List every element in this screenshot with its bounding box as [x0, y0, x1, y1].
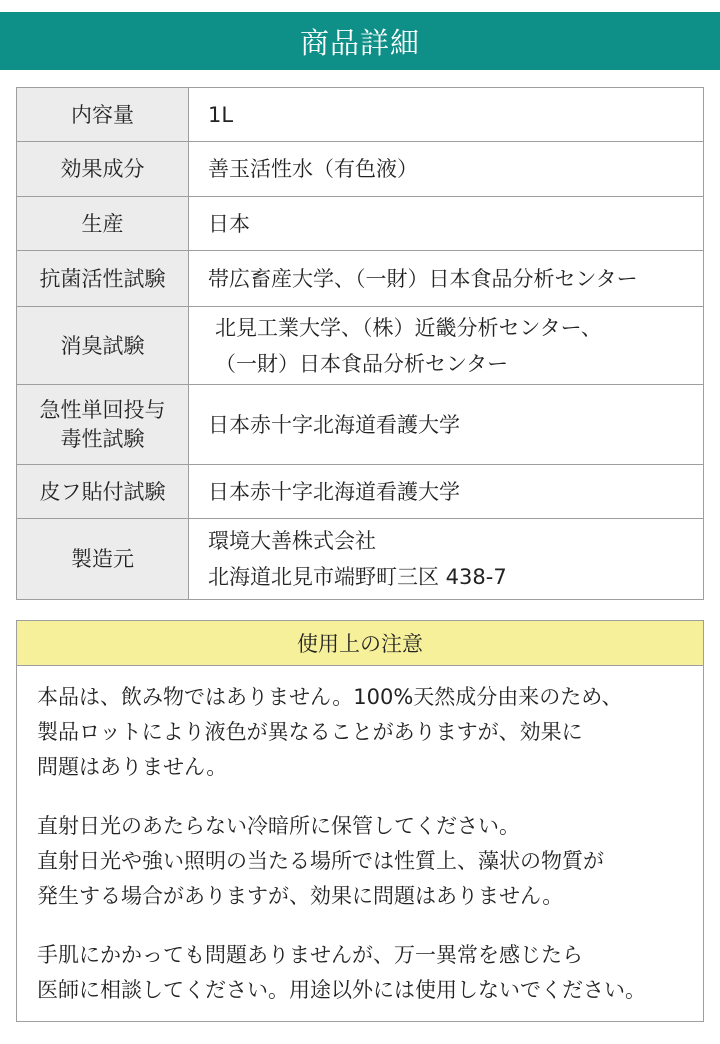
spec-value-line: 日本赤十字北海道看護大学	[208, 412, 460, 437]
spec-label	[17, 197, 189, 251]
spec-label	[17, 251, 189, 307]
notice-body	[17, 666, 703, 1008]
spec-row	[17, 519, 704, 600]
spec-value	[189, 307, 704, 385]
spec-label-line: 製造元	[71, 547, 134, 571]
notice-line: 製品ロットにより液色が異なることがありますが、効果に	[37, 720, 583, 744]
spec-value-line: 北海道北見市端野町三区 438-7	[208, 565, 507, 589]
notice-line: 手肌にかかっても問題ありませんが、万一異常を感じたら	[37, 943, 583, 967]
spec-label-line: 消臭試験	[60, 333, 145, 358]
spec-label	[17, 385, 189, 465]
spec-value	[189, 385, 704, 465]
spec-label-line: 毒性試験	[60, 426, 145, 451]
spec-row	[17, 88, 704, 142]
notice-line: 本品は、飲み物ではありません。100%天然成分由来のため、	[37, 685, 623, 709]
spec-value	[189, 519, 704, 600]
spec-row	[17, 142, 704, 197]
spec-value-line: 環境大善株式会社	[208, 529, 376, 553]
spec-label-line: 抗菌活性試験	[39, 266, 166, 291]
product-spec-table	[16, 87, 704, 600]
spec-label	[17, 465, 189, 519]
notice-line: 発生する場合がありますが、効果に問題はありません。	[37, 884, 564, 908]
spec-label	[17, 142, 189, 197]
section-title: 商品詳細	[299, 25, 420, 60]
spec-value-line: 善玉活性水（有色液）	[208, 157, 418, 181]
notice-paragraph	[37, 938, 703, 1008]
spec-value	[189, 142, 704, 197]
notice-paragraph	[37, 809, 703, 914]
spec-value-line: 北見工業大学、（株）近畿分析センター、	[215, 315, 602, 340]
spec-value	[189, 197, 704, 251]
spec-row	[17, 307, 704, 385]
spec-value	[189, 465, 704, 519]
spec-row	[17, 465, 704, 519]
notice-title: 使用上の注意	[297, 632, 423, 656]
spec-label-line: 急性単回投与	[39, 397, 166, 422]
spec-row	[17, 385, 704, 465]
spec-label	[17, 88, 189, 142]
spec-row	[17, 251, 704, 307]
spec-value-line: 1L	[208, 102, 234, 127]
spec-label-line: 効果成分	[60, 157, 145, 181]
notice-header	[17, 621, 703, 666]
notice-line: 直射日光のあたらない冷暗所に保管してください。	[37, 814, 520, 838]
section-header	[0, 12, 720, 70]
usage-notice-box	[16, 620, 704, 1022]
spec-value-line: 帯広畜産大学、（一財）日本食品分析センター	[208, 266, 638, 291]
spec-label-line: 内容量	[71, 102, 134, 127]
spec-row	[17, 197, 704, 251]
spec-value-line: 日本赤十字北海道看護大学	[208, 479, 460, 504]
notice-line: 直射日光や強い照明の当たる場所では性質上、藻状の物質が	[37, 849, 604, 873]
notice-line: 医師に相談してください。用途以外には使用しないでください。	[37, 978, 646, 1002]
spec-value-line: （一財）日本食品分析センター	[215, 351, 509, 376]
spec-label	[17, 519, 189, 600]
spec-label-line: 皮フ貼付試験	[39, 479, 166, 504]
spec-value	[189, 88, 704, 142]
spec-label	[17, 307, 189, 385]
spec-value-line: 日本	[208, 211, 250, 236]
spec-value	[189, 251, 704, 307]
spec-label-line: 生産	[81, 211, 124, 236]
notice-paragraph	[37, 680, 703, 785]
notice-line: 問題はありません。	[37, 755, 228, 779]
